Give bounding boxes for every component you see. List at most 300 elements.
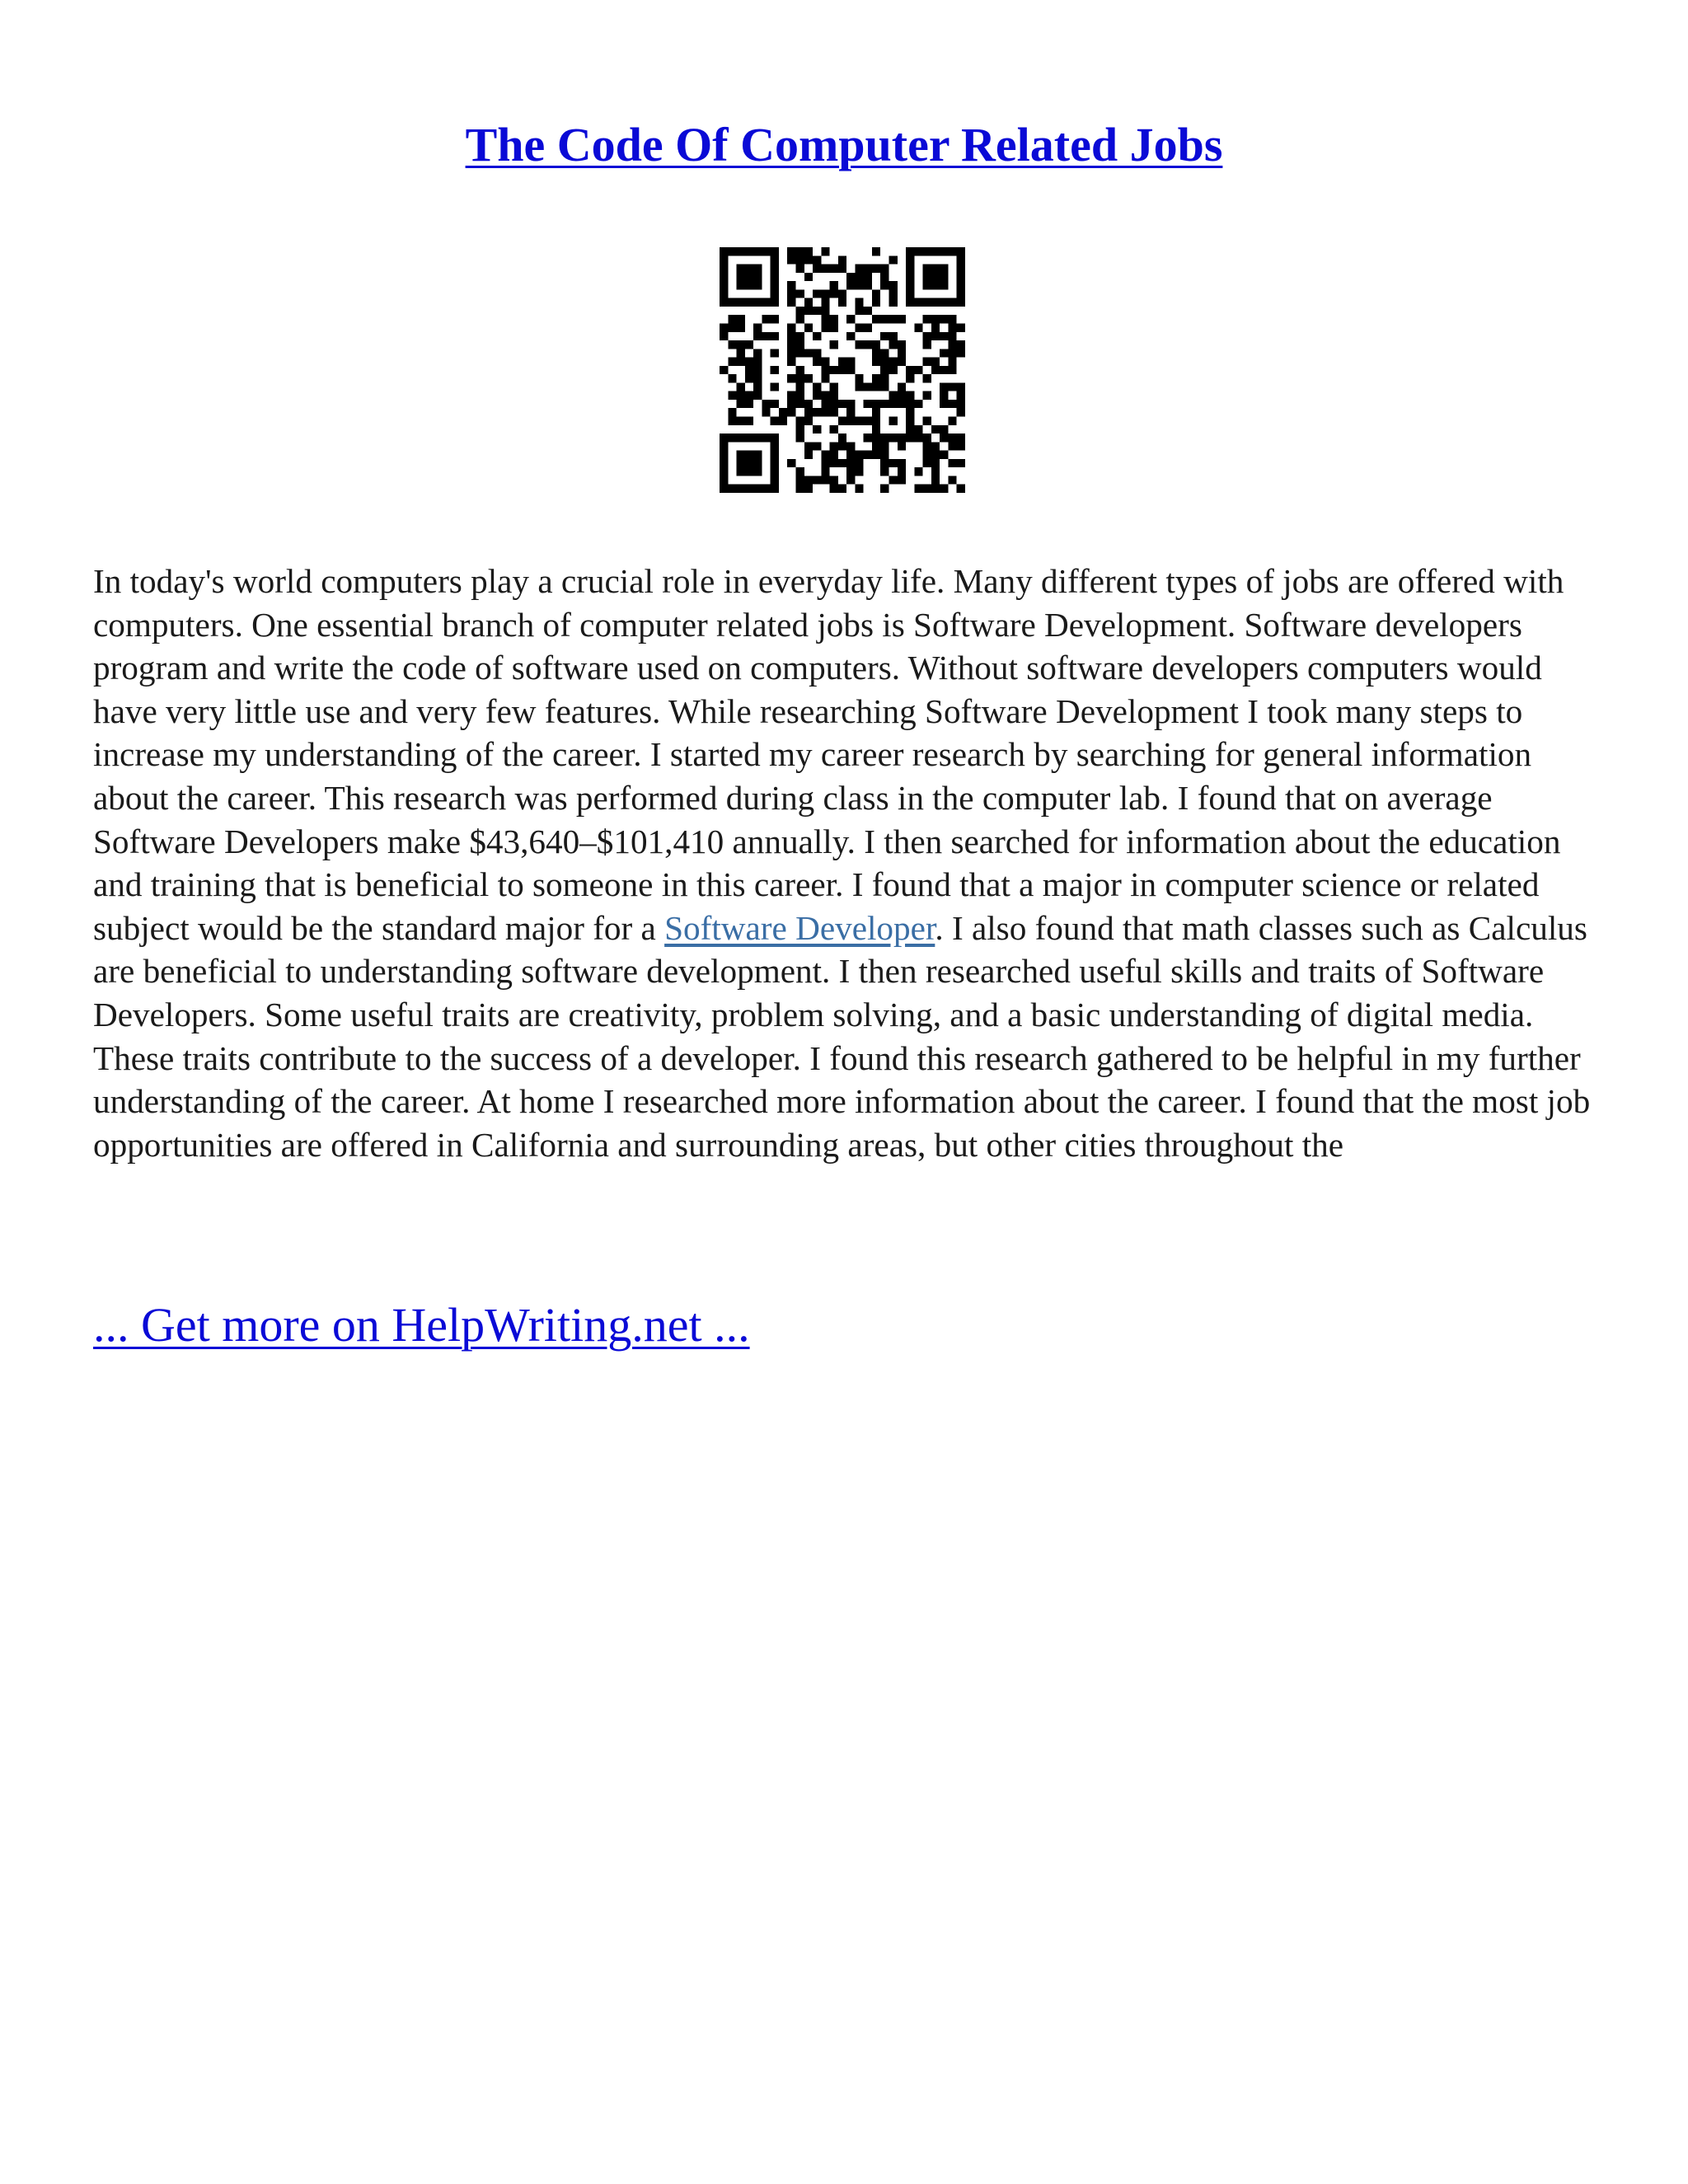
qr-module xyxy=(906,273,914,281)
qr-module xyxy=(872,442,880,450)
qr-module xyxy=(830,366,838,374)
qr-module xyxy=(914,298,922,307)
qr-module xyxy=(720,247,728,255)
qr-module xyxy=(728,247,736,255)
qr-module xyxy=(889,340,898,349)
qr-module xyxy=(838,358,846,366)
qr-module xyxy=(830,442,838,450)
qr-module xyxy=(864,307,872,315)
body-text-before-link: In today's world computers play a crucial role in everyday life. Many different types of jobs are offered with computers. One essential branch of computer related jobs is Software Development. Software developers program and write the code of software used on computers. Without software developers computers would have very little use and very few features. While researching Software Development I took many steps to increase my understanding of the career. I started my career research by searching for general information about the career. This research was performed during class in the computer lab. I found that on average Software Developers make $43,640–$101,410 annually. I then searched for information about the education and training that is beneficial to someone in this career. I found that a major in computer science or related subject would be the standard major for a xyxy=(93,562,1564,947)
qr-module xyxy=(753,349,762,357)
qr-module xyxy=(771,273,779,281)
qr-module xyxy=(795,400,804,408)
qr-module xyxy=(880,451,889,459)
qr-module xyxy=(813,332,821,340)
qr-module xyxy=(940,400,948,408)
qr-module xyxy=(923,298,931,307)
qr-module xyxy=(872,289,880,298)
qr-module xyxy=(940,315,948,323)
qr-module xyxy=(948,349,956,357)
qr-module xyxy=(830,425,838,434)
qr-module xyxy=(923,417,931,425)
qr-module xyxy=(855,485,863,493)
software-developer-link[interactable]: Software Developer xyxy=(664,908,935,947)
qr-module xyxy=(795,366,804,374)
qr-module xyxy=(787,408,795,416)
qr-module xyxy=(771,476,779,484)
qr-module xyxy=(745,434,753,442)
qr-module xyxy=(931,323,940,331)
qr-module xyxy=(898,349,906,357)
qr-module xyxy=(753,273,762,281)
qr-module xyxy=(898,459,906,467)
title-link[interactable]: The Code Of Computer Related Jobs xyxy=(465,118,1223,171)
qr-module xyxy=(771,289,779,298)
qr-module xyxy=(898,382,906,391)
qr-module xyxy=(957,349,965,357)
qr-module xyxy=(737,417,745,425)
qr-module xyxy=(957,408,965,416)
qr-module xyxy=(720,467,728,476)
qr-module xyxy=(914,425,922,434)
qr-module xyxy=(753,382,762,391)
qr-module xyxy=(795,467,804,476)
qr-module xyxy=(906,289,914,298)
qr-module xyxy=(745,400,753,408)
qr-module xyxy=(940,451,948,459)
qr-module xyxy=(931,332,940,340)
qr-module xyxy=(931,467,940,476)
qr-module xyxy=(787,340,795,349)
qr-module xyxy=(753,323,762,331)
qr-module xyxy=(864,265,872,273)
qr-module xyxy=(957,281,965,289)
qr-module xyxy=(771,265,779,273)
qr-module xyxy=(804,349,813,357)
qr-module xyxy=(771,315,779,323)
qr-module xyxy=(830,315,838,323)
qr-module xyxy=(745,358,753,366)
qr-module xyxy=(720,255,728,264)
qr-module xyxy=(728,298,736,307)
qr-module xyxy=(872,247,880,255)
qr-module xyxy=(804,273,813,281)
qr-module xyxy=(957,265,965,273)
qr-module xyxy=(771,442,779,450)
qr-module xyxy=(753,281,762,289)
qr-module xyxy=(940,349,948,357)
qr-module xyxy=(838,289,846,298)
qr-module xyxy=(889,255,898,264)
qr-module xyxy=(846,451,855,459)
qr-module xyxy=(846,332,855,340)
qr-module xyxy=(923,442,931,450)
qr-module xyxy=(821,391,829,400)
qr-module xyxy=(880,434,889,442)
qr-module xyxy=(880,442,889,450)
qr-module xyxy=(855,382,863,391)
qr-module xyxy=(745,417,753,425)
qr-module xyxy=(779,417,787,425)
qr-module xyxy=(931,247,940,255)
qr-module xyxy=(737,382,745,391)
qr-module xyxy=(948,340,956,349)
qr-module xyxy=(880,400,889,408)
qr-module xyxy=(762,485,770,493)
qr-module xyxy=(880,358,889,366)
qr-module xyxy=(931,298,940,307)
qr-module xyxy=(864,382,872,391)
qr-module xyxy=(830,485,838,493)
qr-module xyxy=(872,382,880,391)
qr-module xyxy=(855,323,863,331)
qr-module xyxy=(855,307,863,315)
qr-module xyxy=(906,408,914,416)
qr-module xyxy=(728,391,736,400)
get-more-link[interactable]: ... Get more on HelpWriting.net ... xyxy=(93,1298,750,1352)
qr-module xyxy=(948,434,956,442)
qr-module xyxy=(855,340,863,349)
qr-module xyxy=(830,459,838,467)
qr-module xyxy=(880,459,889,467)
qr-module xyxy=(821,358,829,366)
qr-module xyxy=(737,298,745,307)
qr-module xyxy=(720,289,728,298)
qr-module xyxy=(745,298,753,307)
qr-module xyxy=(753,265,762,273)
qr-module xyxy=(880,281,889,289)
qr-module xyxy=(838,417,846,425)
qr-module xyxy=(855,281,863,289)
qr-module xyxy=(957,459,965,467)
qr-module xyxy=(795,349,804,357)
qr-module xyxy=(745,485,753,493)
qr-module xyxy=(923,332,931,340)
qr-module xyxy=(737,273,745,281)
qr-module xyxy=(745,273,753,281)
qr-module xyxy=(906,374,914,382)
qr-module xyxy=(787,298,795,307)
qr-module xyxy=(771,247,779,255)
qr-module xyxy=(737,247,745,255)
qr-module xyxy=(872,434,880,442)
qr-module xyxy=(940,265,948,273)
qr-module xyxy=(771,434,779,442)
qr-module xyxy=(864,281,872,289)
qr-module xyxy=(737,467,745,476)
qr-module xyxy=(753,298,762,307)
qr-module xyxy=(948,442,956,450)
qr-module xyxy=(813,307,821,315)
qr-module xyxy=(813,255,821,264)
qr-module xyxy=(846,442,855,450)
qr-module xyxy=(728,374,736,382)
qr-module xyxy=(771,298,779,307)
qr-module xyxy=(737,451,745,459)
qr-module xyxy=(957,255,965,264)
qr-module xyxy=(830,265,838,273)
qr-module xyxy=(855,273,863,281)
qr-module xyxy=(864,340,872,349)
qr-module xyxy=(737,265,745,273)
qr-module xyxy=(762,315,770,323)
qr-module xyxy=(728,315,736,323)
qr-module xyxy=(838,459,846,467)
qr-module xyxy=(753,391,762,400)
qr-module xyxy=(898,467,906,476)
qr-module xyxy=(846,476,855,484)
qr-module xyxy=(830,382,838,391)
qr-module xyxy=(787,255,795,264)
qr-module xyxy=(737,391,745,400)
qr-module xyxy=(787,400,795,408)
qr-module xyxy=(889,434,898,442)
qr-module xyxy=(804,247,813,255)
qr-module xyxy=(737,459,745,467)
qr-module xyxy=(821,265,829,273)
qr-module xyxy=(880,374,889,382)
qr-module xyxy=(846,417,855,425)
qr-module xyxy=(771,382,779,391)
qr-module xyxy=(795,315,804,323)
qr-module xyxy=(855,467,863,476)
qr-module xyxy=(804,485,813,493)
qr-module xyxy=(846,408,855,416)
qr-module xyxy=(720,265,728,273)
qr-module xyxy=(957,323,965,331)
qr-module xyxy=(838,485,846,493)
qr-module xyxy=(745,281,753,289)
qr-module xyxy=(957,434,965,442)
qr-module xyxy=(948,298,956,307)
qr-module xyxy=(745,265,753,273)
qr-module xyxy=(889,417,898,425)
qr-module xyxy=(855,459,863,467)
qr-module xyxy=(898,476,906,484)
qr-module xyxy=(872,349,880,357)
qr-module xyxy=(906,298,914,307)
qr-module xyxy=(880,273,889,281)
qr-module xyxy=(813,349,821,357)
qr-module xyxy=(838,255,846,264)
qr-module xyxy=(948,400,956,408)
qr-module xyxy=(737,349,745,357)
qr-module xyxy=(940,434,948,442)
qr-module xyxy=(940,391,948,400)
qr-module xyxy=(804,307,813,315)
qr-module xyxy=(804,417,813,425)
qr-module xyxy=(906,417,914,425)
qr-module xyxy=(804,323,813,331)
qr-module xyxy=(720,434,728,442)
qr-module xyxy=(728,323,736,331)
qr-module xyxy=(898,358,906,366)
qr-module xyxy=(923,315,931,323)
qr-module xyxy=(720,332,728,340)
qr-module xyxy=(872,374,880,382)
qr-module xyxy=(728,434,736,442)
qr-module xyxy=(753,247,762,255)
qr-module xyxy=(864,323,872,331)
qr-module xyxy=(906,434,914,442)
qr-module xyxy=(795,289,804,298)
qr-module xyxy=(838,298,846,307)
qr-module xyxy=(813,476,821,484)
qr-module xyxy=(948,332,956,340)
qr-module xyxy=(948,366,956,374)
qr-module xyxy=(821,366,829,374)
qr-module xyxy=(864,273,872,281)
qr-module xyxy=(771,349,779,357)
qr-module xyxy=(830,476,838,484)
qr-module xyxy=(838,434,846,442)
qr-module xyxy=(737,358,745,366)
qr-module xyxy=(804,374,813,382)
qr-module xyxy=(762,434,770,442)
qr-module xyxy=(948,476,956,484)
qr-module xyxy=(948,459,956,467)
qr-module xyxy=(931,315,940,323)
qr-module xyxy=(948,358,956,366)
qr-module xyxy=(855,374,863,382)
qr-module xyxy=(872,358,880,366)
qr-module xyxy=(804,476,813,484)
qr-module xyxy=(846,358,855,366)
qr-module xyxy=(889,281,898,289)
qr-module xyxy=(957,442,965,450)
qr-module xyxy=(795,332,804,340)
qr-module xyxy=(771,400,779,408)
qr-module xyxy=(720,485,728,493)
qr-module xyxy=(795,247,804,255)
qr-module xyxy=(745,391,753,400)
qr-module xyxy=(821,400,829,408)
qr-module xyxy=(948,247,956,255)
qr-module xyxy=(720,323,728,331)
qr-module xyxy=(753,358,762,366)
qr-module xyxy=(889,459,898,467)
qr-module xyxy=(795,417,804,425)
qr-module xyxy=(898,400,906,408)
qr-module xyxy=(795,307,804,315)
qr-module xyxy=(906,255,914,264)
qr-module xyxy=(813,408,821,416)
qr-module xyxy=(872,340,880,349)
qr-module xyxy=(720,281,728,289)
qr-module xyxy=(864,451,872,459)
qr-module xyxy=(923,273,931,281)
qr-module xyxy=(813,425,821,434)
qr-module xyxy=(737,315,745,323)
qr-module xyxy=(737,400,745,408)
qr-module xyxy=(787,332,795,340)
qr-module xyxy=(889,400,898,408)
qr-module xyxy=(745,467,753,476)
qr-module xyxy=(931,425,940,434)
qr-module xyxy=(787,323,795,331)
qr-module xyxy=(795,382,804,391)
qr-module xyxy=(940,281,948,289)
qr-module xyxy=(753,485,762,493)
qr-module xyxy=(957,382,965,391)
qr-module xyxy=(771,255,779,264)
qr-module xyxy=(720,451,728,459)
qr-module xyxy=(923,340,931,349)
qr-module xyxy=(720,366,728,374)
qr-module xyxy=(889,476,898,484)
body-paragraph xyxy=(93,560,1601,1166)
qr-module xyxy=(923,391,931,400)
qr-module xyxy=(787,358,795,366)
qr-module xyxy=(914,366,922,374)
qr-module xyxy=(931,451,940,459)
qr-module xyxy=(957,273,965,281)
qr-module xyxy=(855,298,863,307)
qr-module xyxy=(880,332,889,340)
qr-module xyxy=(753,459,762,467)
qr-module xyxy=(728,408,736,416)
qr-module xyxy=(889,332,898,340)
qr-module xyxy=(957,298,965,307)
qr-module xyxy=(737,323,745,331)
qr-module xyxy=(821,298,829,307)
qr-module xyxy=(872,451,880,459)
qr-module xyxy=(898,315,906,323)
qr-module xyxy=(838,442,846,450)
qr-module xyxy=(745,374,753,382)
qr-module xyxy=(771,366,779,374)
qr-module xyxy=(804,255,813,264)
qr-module xyxy=(948,382,956,391)
qr-module xyxy=(931,273,940,281)
qr-module xyxy=(948,315,956,323)
qr-module xyxy=(940,366,948,374)
qr-module xyxy=(830,340,838,349)
qr-module xyxy=(931,476,940,484)
qr-module xyxy=(846,400,855,408)
qr-module xyxy=(753,467,762,476)
qr-module xyxy=(753,434,762,442)
qr-module xyxy=(795,265,804,273)
qr-module xyxy=(880,366,889,374)
qr-module xyxy=(931,358,940,366)
qr-module xyxy=(872,425,880,434)
qr-module xyxy=(906,281,914,289)
qr-module xyxy=(846,315,855,323)
qr-module xyxy=(923,374,931,382)
qr-module xyxy=(898,442,906,450)
qr-module xyxy=(728,485,736,493)
qr-module xyxy=(795,255,804,264)
qr-module xyxy=(737,485,745,493)
qr-module xyxy=(787,247,795,255)
qr-module xyxy=(872,298,880,307)
qr-module xyxy=(821,408,829,416)
qr-module xyxy=(846,281,855,289)
qr-module xyxy=(855,451,863,459)
qr-module xyxy=(923,358,931,366)
qr-module xyxy=(795,391,804,400)
qr-module xyxy=(830,281,838,289)
qr-module xyxy=(914,434,922,442)
qr-module xyxy=(771,281,779,289)
qr-module xyxy=(821,467,829,476)
qr-module xyxy=(864,417,872,425)
qr-module xyxy=(753,374,762,382)
qr-module xyxy=(813,382,821,391)
qr-module xyxy=(787,459,795,467)
qr-module xyxy=(906,400,914,408)
